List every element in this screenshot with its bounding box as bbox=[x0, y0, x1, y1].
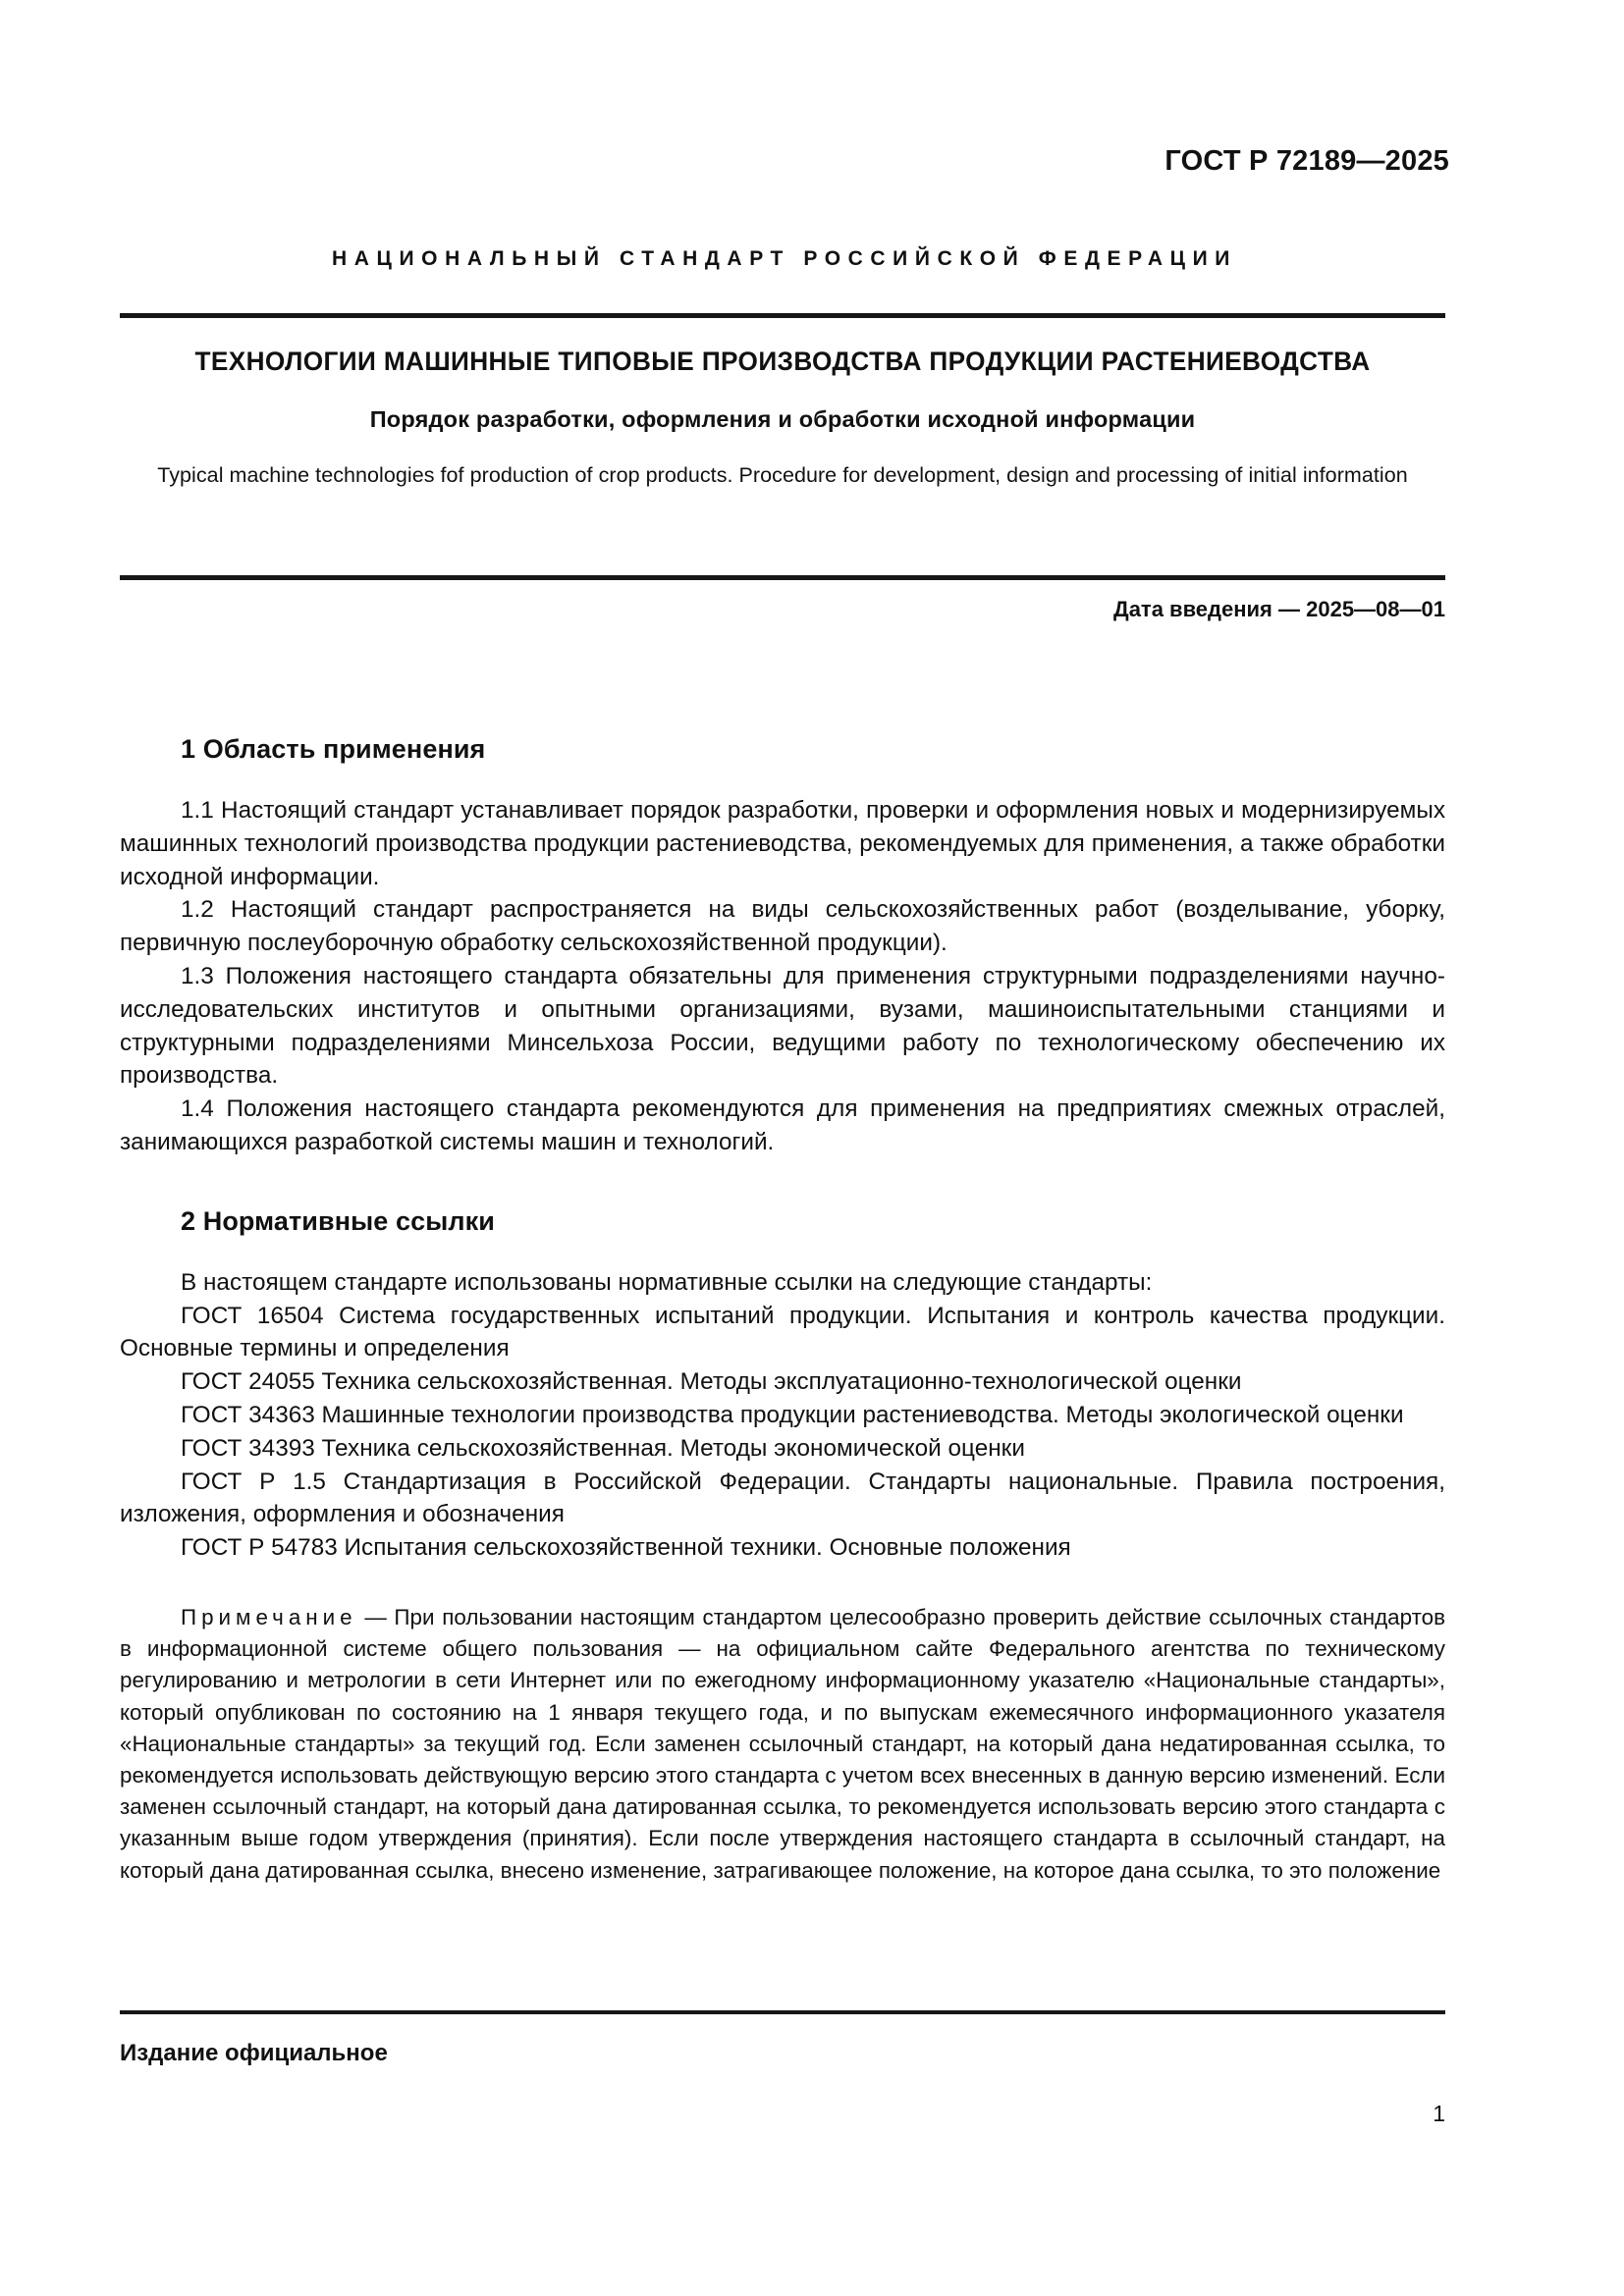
horizontal-rule-top bbox=[120, 313, 1445, 318]
paragraph-2-intro: В настоящем стандарте использованы нормативные ссылки на следующие стандарты: bbox=[181, 1268, 1153, 1296]
reference-gost-16504: ГОСТ 16504 Система государственных испытаний продукции. Испытания и контроль качества продукции. Основные термины и определения bbox=[120, 1302, 1445, 1362]
document-subtitle-ru: Порядок разработки, оформления и обработки исходной информации bbox=[369, 405, 1196, 432]
reference-gost-34393: ГОСТ 34393 Техника сельскохозяйственная. Методы экономической оценки bbox=[181, 1434, 1025, 1462]
running-head-standard-number: ГОСТ Р 72189—2025 bbox=[1164, 145, 1449, 177]
paragraph-1-3: 1.3 Положения настоящего стандарта обязательны для применения структурными подразделениями научно-исследовательских институтов и опытными организациями, вузами, машиноиспытательными станциями и структурными подразделениями Минсельхоза России, ведущими работу по технологическому обеспечению их производства. bbox=[120, 962, 1445, 1090]
section-scope bbox=[120, 734, 1445, 1159]
reference-gost-24055: ГОСТ 24055 Техника сельскохозяйственная. Методы эксплуатационно-технологической оценки bbox=[181, 1368, 1242, 1396]
paragraph-1-4: 1.4 Положения настоящего стандарта рекомендуются для применения на предприятиях смежных отраслей, занимающихся разработкой системы машин и технологий. bbox=[120, 1095, 1445, 1155]
document-title-en: Typical machine technologies fof production of crop products. Procedure for development, design and processing of initial information bbox=[157, 462, 1408, 487]
horizontal-rule-second bbox=[120, 575, 1445, 580]
document-body bbox=[120, 734, 1445, 1887]
effective-date: Дата введения — 2025—08—01 bbox=[1113, 597, 1445, 621]
official-edition-label: Издание официальное bbox=[120, 2040, 388, 2066]
page-number: 1 bbox=[1433, 2101, 1445, 2126]
section-heading-1: 1 Область применения bbox=[181, 734, 486, 764]
section-heading-2: 2 Нормативные ссылки bbox=[181, 1205, 495, 1236]
section-normative-references bbox=[120, 1206, 1445, 1887]
national-standard-line: НАЦИОНАЛЬНЫЙ СТАНДАРТ РОССИЙСКОЙ ФЕДЕРАЦИИ bbox=[332, 247, 1237, 270]
note-text: — При пользовании настоящим стандартом целесообразно проверить действие ссылочных стандартов в информационной системе общего пользования — на официальном сайте Федерального агентства по техническому регулированию и метрологии в сети Интернет или по ежегодному информационному указателю «Национальные стандарты», который опубликован по состоянию на 1 января текущего года, и по выпускам ежемесячного информационного указателя «Национальные стандарты» за текущий год. Если заменен ссылочный стандарт, на который дана недатированная ссылка, то рекомендуется использовать действующую версию этого стандарта с учетом всех внесенных в данную версию изменений. Если заменен ссылочный стандарт, на который дана датированная ссылка, то рекомендуется использовать версию этого стандарта с указанным выше годом утверждения (принятия). Если после утверждения настоящего стандарта в ссылочный стандарт, на который дана датированная ссылка, внесено изменение, затрагивающее положение, на которое дана ссылка, то это положение bbox=[120, 1604, 1445, 1883]
document-title-ru: ТЕХНОЛОГИИ МАШИННЫЕ ТИПОВЫЕ ПРОИЗВОДСТВА ПРОДУКЦИИ РАСТЕНИЕВОДСТВА bbox=[194, 347, 1371, 376]
horizontal-rule-footer bbox=[120, 2010, 1445, 2014]
paragraph-1-2: 1.2 Настоящий стандарт распространяется на виды сельскохозяйственных работ (возделывание, уборку, первичную послеуборочную обработку сельскохозяйственной продукции). bbox=[120, 896, 1445, 957]
note-block bbox=[120, 1602, 1445, 1887]
reference-gost-r-1-5: ГОСТ Р 1.5 Стандартизация в Российской Федерации. Стандарты национальные. Правила построения, изложения, оформления и обозначения bbox=[120, 1468, 1445, 1528]
reference-gost-34363: ГОСТ 34363 Машинные технологии производства продукции растениеводства. Методы экологической оценки bbox=[181, 1401, 1404, 1428]
note-label: Примечание bbox=[181, 1604, 357, 1629]
note-paragraph bbox=[120, 1602, 1445, 1887]
paragraph-1-1: 1.1 Настоящий стандарт устанавливает порядок разработки, проверки и оформления новых и модернизируемых машинных технологий производства продукции растениеводства, рекомендуемых для применения, а также обработки исходной информации. bbox=[120, 797, 1445, 890]
reference-gost-r-54783: ГОСТ Р 54783 Испытания сельскохозяйственной техники. Основные положения bbox=[181, 1534, 1071, 1562]
title-block bbox=[120, 346, 1445, 490]
